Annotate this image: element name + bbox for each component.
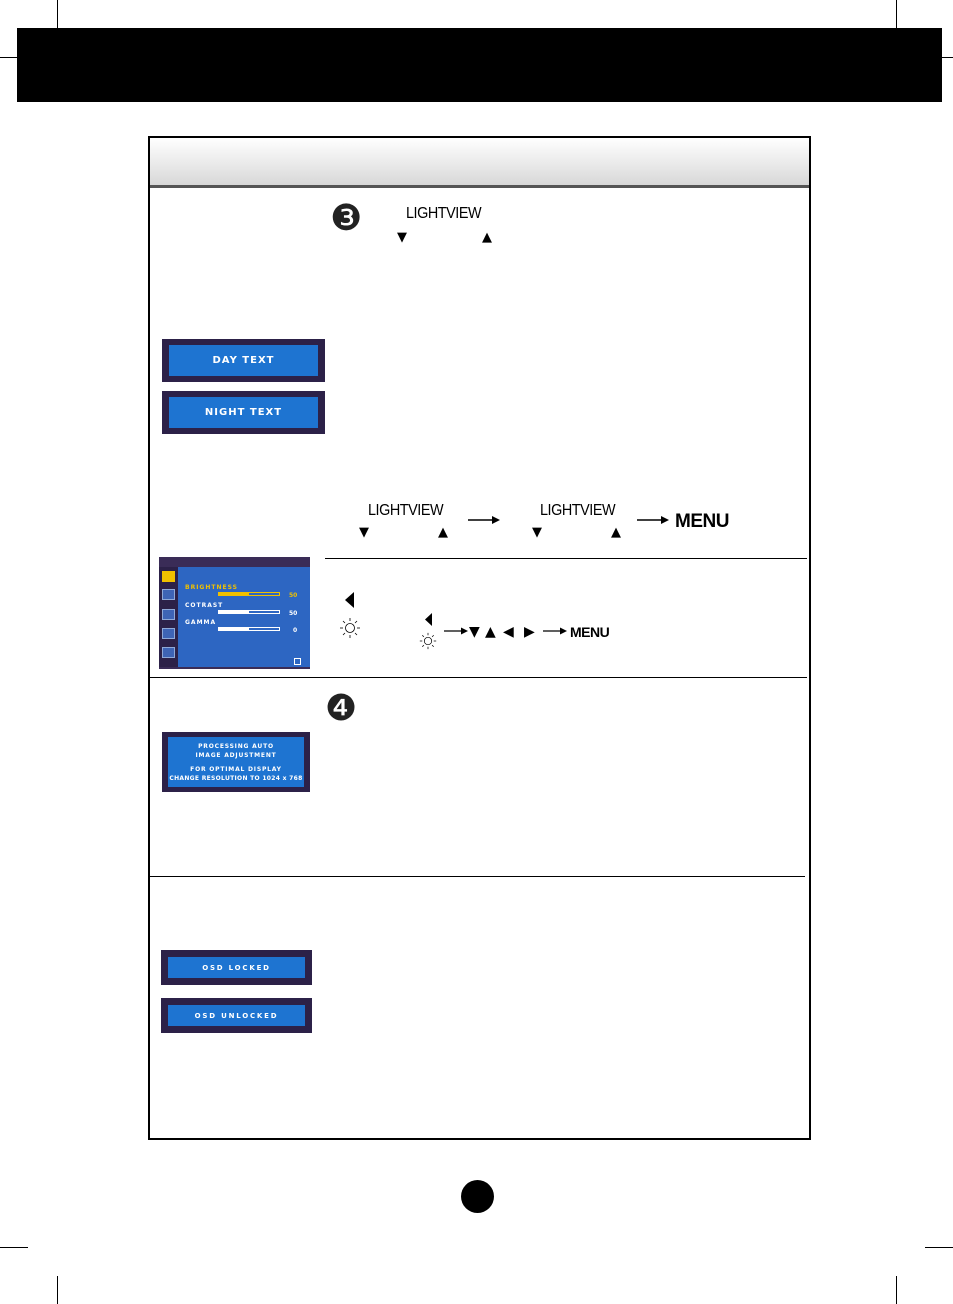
crop-mark (0, 1247, 28, 1248)
crop-mark (57, 1276, 58, 1304)
setup-icon (162, 647, 175, 658)
osd-unlocked-osd (161, 998, 312, 1033)
auto-adjust-panel (168, 737, 304, 787)
menu-label: MENU (570, 624, 610, 640)
auto-adjust-osd (162, 732, 310, 792)
left-arrow-icon: ◀ (503, 624, 514, 640)
gamma-label: GAMMA (185, 619, 217, 626)
section-divider (325, 558, 807, 559)
auto-adjust-line: FOR OPTIMAL DISPLAY (190, 765, 282, 773)
auto-adjust-line: IMAGE ADJUSTMENT (195, 751, 277, 759)
lightview-label: LIGHTVIEW (540, 502, 616, 519)
left-triangle-icon (345, 592, 354, 608)
contrast-value: 50 (289, 610, 298, 617)
up-arrow-icon: ▲ (611, 525, 621, 540)
auto-adjust-line: CHANGE RESOLUTION TO 1024 x 768 (169, 774, 303, 782)
crop-mark (942, 57, 953, 58)
night-text-label: NIGHT TEXT (169, 397, 318, 428)
right-arrow-icon (444, 627, 468, 635)
day-text-osd (162, 339, 325, 382)
sun-icon (339, 617, 361, 639)
menu-osd-screenshot (159, 557, 310, 669)
gamma-value: 0 (293, 627, 298, 634)
up-arrow-icon: ▲ (482, 230, 492, 245)
menu-label: MENU (675, 511, 729, 532)
auto-adjust-line: PROCESSING AUTO (198, 742, 274, 750)
crop-mark (925, 1247, 953, 1248)
down-arrow-icon: ▼ (532, 525, 542, 540)
osd-unlocked-label: OSD UNLOCKED (168, 1005, 305, 1026)
section-divider (150, 677, 807, 678)
gamma-fill (219, 628, 249, 630)
menu-osd-sidebar (159, 567, 178, 667)
frame-header (150, 138, 809, 188)
color-icon (162, 589, 175, 600)
contrast-label: COTRAST (185, 602, 224, 609)
tracking-icon (162, 628, 175, 639)
night-text-osd (162, 391, 325, 434)
down-arrow-icon: ▼ (469, 624, 480, 640)
contrast-fill (219, 611, 249, 613)
lightview-label: LIGHTVIEW (406, 205, 482, 222)
crop-mark (0, 57, 17, 58)
picture-icon (162, 571, 175, 582)
brightness-label: BRIGHTNESS (185, 584, 238, 591)
up-arrow-icon: ▲ (485, 624, 496, 640)
crop-mark (896, 1276, 897, 1304)
position-icon (162, 609, 175, 620)
osd-locked-osd (161, 950, 312, 985)
right-arrow-icon: ▶ (524, 624, 535, 640)
left-triangle-icon (425, 613, 432, 626)
up-arrow-icon: ▲ (438, 525, 448, 540)
osd-locked-label: OSD LOCKED (168, 957, 305, 978)
crop-mark (57, 0, 58, 28)
down-arrow-icon: ▼ (359, 525, 369, 540)
header-bar (17, 28, 942, 102)
page-number-dot (461, 1180, 494, 1213)
crop-mark (896, 0, 897, 28)
down-arrow-icon: ▼ (397, 230, 407, 245)
menu-osd-panel (178, 567, 310, 667)
brightness-value: 50 (289, 592, 298, 599)
exit-icon (294, 658, 301, 665)
lightview-label: LIGHTVIEW (368, 502, 444, 519)
sun-icon (419, 632, 437, 650)
step-4-number: ❹ (325, 688, 358, 729)
contrast-bar (218, 610, 280, 614)
brightness-fill (219, 593, 249, 595)
right-arrow-icon (543, 627, 567, 635)
brightness-bar (218, 592, 280, 596)
step-3-number: ❸ (330, 198, 363, 239)
right-arrow-icon (468, 515, 500, 525)
day-text-label: DAY TEXT (169, 345, 318, 376)
gamma-bar (218, 627, 280, 631)
section-divider (150, 876, 805, 877)
right-arrow-icon (637, 515, 669, 525)
